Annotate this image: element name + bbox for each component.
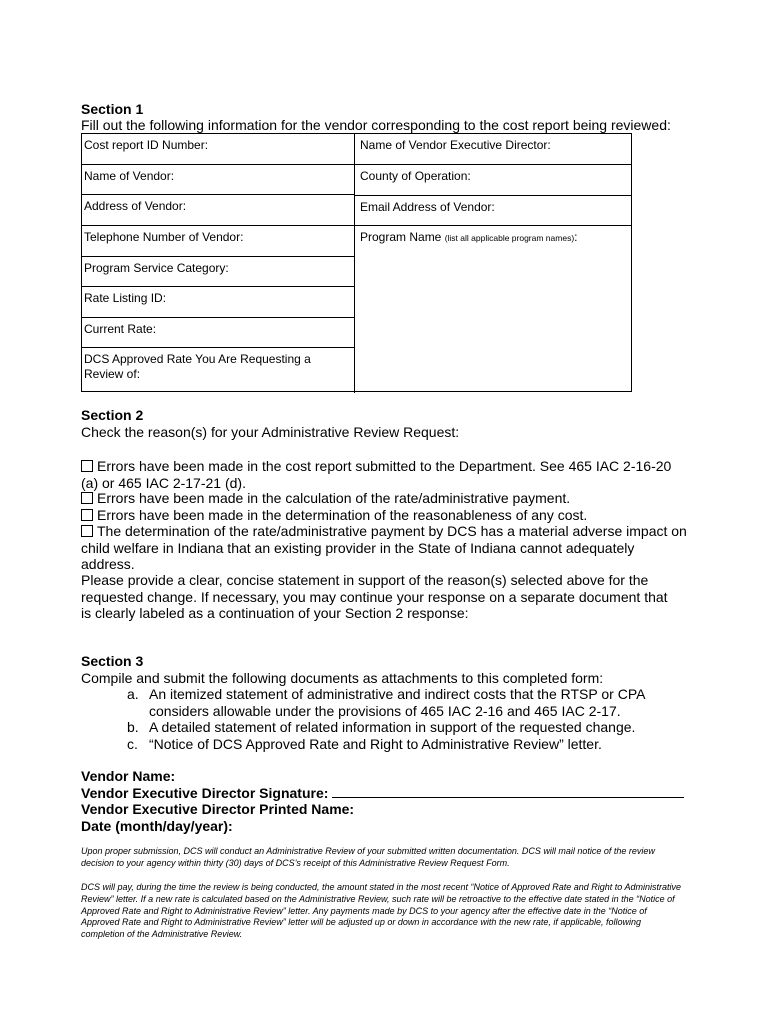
list-item: c. “Notice of DCS Approved Rate and Right to Administrative Review” letter. — [127, 736, 602, 752]
checkbox-icon[interactable] — [81, 492, 93, 504]
checkbox-icon[interactable] — [81, 460, 93, 472]
vendor-name-field[interactable]: Name of Vendor: — [82, 165, 354, 195]
program-name-note: (list all applicable program names) — [444, 233, 575, 243]
reason-errors-cost-report[interactable]: Errors have been made in the cost report submitted to the Department. See 465 IAC 2-16-20 (a) or 465 IAC 2-17-21 (d). — [81, 458, 672, 491]
checkbox-icon[interactable] — [81, 525, 93, 537]
section1-intro: Fill out the following information for the vendor corresponding to the cost report being reviewed: — [81, 117, 671, 133]
section2-statement: Please provide a clear, concise statement in support of the reason(s) selected above for the requested change. If necessary, you may continue your response on a separate document that is clearly labeled as a continuation of your Section 2 response: — [81, 572, 668, 621]
payment-notice-note: DCS will pay, during the time the review is being conducted, the amount stated in the most recent “Notice of Approved Rate and Right to Administrative Review” letter. If a new rate is calculated based on the Administrative Review, such rate will be retroactive to the effective date stated in the “Notice of Approved Rate and Right to Administrative Review” letter. Any payments made by DCS to your agency after the effective date in the “Notice of Approved Rate and Right to Administrative Review” letter will be adjusted up or down in accordance with the new rate, if applicable, following completion of the Administrative Review. — [81, 882, 681, 940]
vendor-address-field[interactable]: Address of Vendor: — [82, 195, 354, 226]
requested-rate-field[interactable]: DCS Approved Rate You Are Requesting a Review of: — [84, 352, 311, 381]
rate-listing-id-field[interactable]: Rate Listing ID: — [82, 287, 354, 318]
section3-intro: Compile and submit the following documents as attachments to this completed form: — [81, 670, 604, 686]
program-service-category-field[interactable]: Program Service Category: — [82, 257, 354, 287]
section1-heading: Section 1 — [81, 101, 144, 117]
vendor-name-label: Vendor Name: — [81, 768, 176, 784]
vendor-email-field[interactable]: Email Address of Vendor: — [360, 200, 495, 214]
review-notice-note: Upon proper submission, DCS will conduct an Administrative Review of your submitted written documentation. DCS will mail notice of the review decision to your agency within thirty (30) days of DCS’s receipt of this Administrative Review Request Form. — [81, 846, 655, 868]
date-label: Date (month/day/year): — [81, 818, 233, 834]
section2-intro: Check the reason(s) for your Administrative Review Request: — [81, 424, 460, 440]
reason-material-adverse-impact[interactable]: The determination of the rate/administrative payment by DCS has a material adverse impact on child welfare in Indiana that an existing provider in the State of Indiana cannot adequately address. — [81, 523, 687, 572]
section2-heading: Section 2 — [81, 407, 144, 423]
program-name-label: Program Name — [360, 230, 442, 244]
vendor-info-table — [81, 133, 632, 392]
cost-report-id-field[interactable]: Cost report ID Number: — [82, 134, 354, 165]
list-item: b. A detailed statement of related information in support of the requested change. — [127, 719, 636, 735]
section3-heading: Section 3 — [81, 653, 144, 669]
program-name-field[interactable]: Program Name (list all applicable program names): — [360, 230, 578, 244]
list-item: a. An itemized statement of administrative and indirect costs that the RTSP or CPA considers allowable under the provisions of 465 IAC 2-16 and 465 IAC 2-17. — [127, 686, 645, 719]
vendor-telephone-field[interactable]: Telephone Number of Vendor: — [82, 226, 354, 257]
executive-director-name-field[interactable]: Name of Vendor Executive Director: — [360, 138, 551, 152]
county-of-operation-field[interactable]: County of Operation: — [360, 169, 471, 183]
director-printed-name-label: Vendor Executive Director Printed Name: — [81, 801, 355, 817]
reason-errors-reasonableness[interactable]: Errors have been made in the determination of the reasonableness of any cost. — [81, 507, 691, 524]
signature-line[interactable] — [332, 785, 684, 798]
reason-errors-calculation[interactable]: Errors have been made in the calculation of the rate/administrative payment. — [81, 490, 691, 507]
current-rate-field[interactable]: Current Rate: — [82, 318, 354, 348]
director-signature-row: Vendor Executive Director Signature: — [81, 785, 684, 801]
checkbox-icon[interactable] — [81, 509, 93, 521]
